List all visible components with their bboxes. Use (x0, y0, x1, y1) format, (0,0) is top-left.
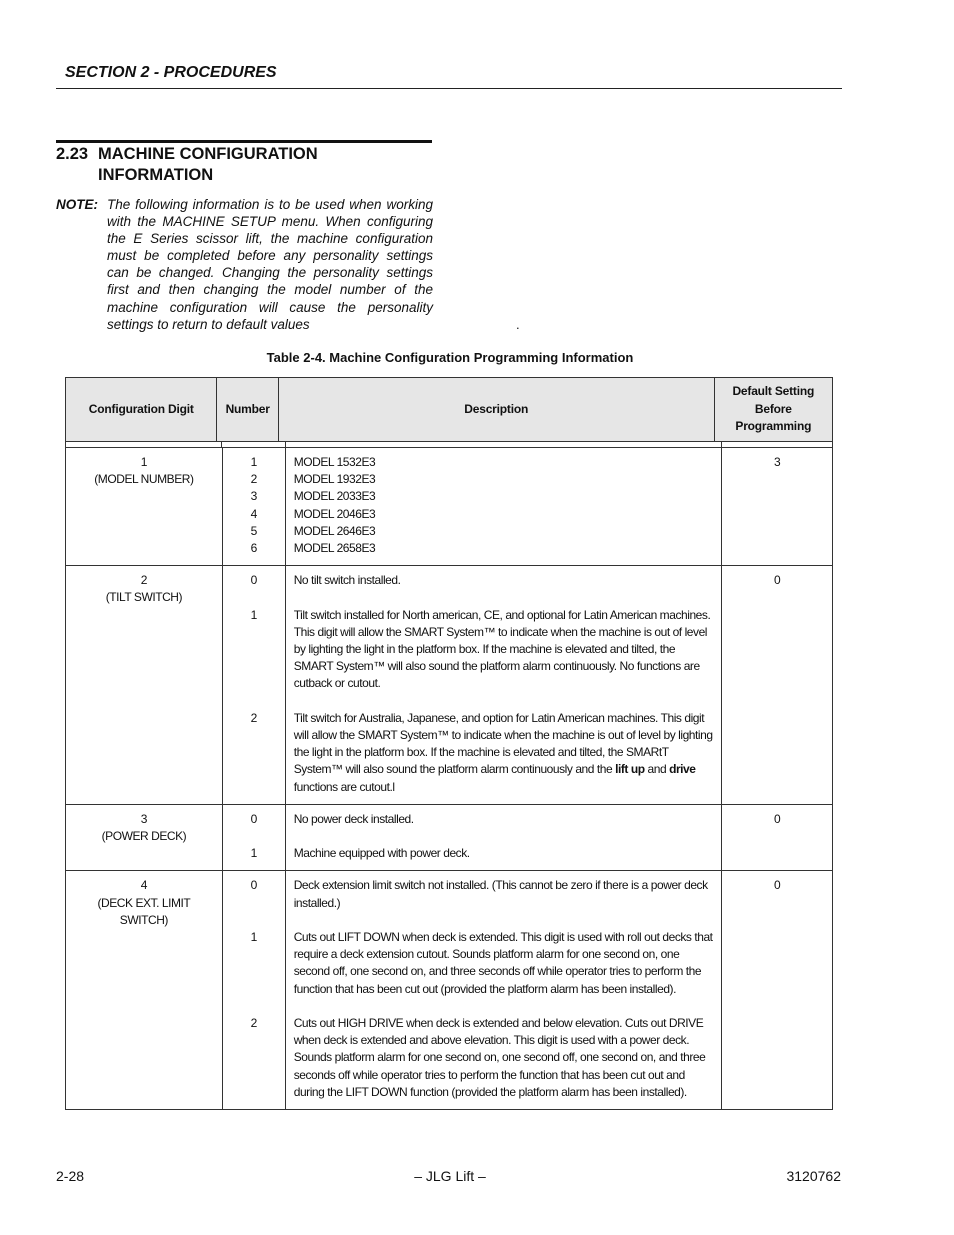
config-digit-name: (POWER DECK) (101, 829, 187, 844)
header-gap (65, 441, 833, 448)
number-value: 6 (250, 541, 257, 556)
description-text: Machine equipped with power deck. (293, 846, 470, 861)
description-text: Deck extension limit switch not installed. (This cannot be zero if there is a power deck installed.) (293, 878, 708, 910)
config-digit: 2 (140, 573, 148, 588)
number-value: 1 (250, 930, 257, 945)
document-number: 3120762 (786, 1168, 841, 1184)
number-value: 3 (250, 489, 257, 504)
number-value: 2 (250, 710, 257, 725)
description-text: MODEL 2658E3 (293, 541, 376, 556)
number-value: 1 (250, 846, 257, 861)
note-trailing-dot: . (516, 317, 520, 332)
footer-brand: – JLG Lift – (414, 1168, 486, 1184)
number-value: 0 (250, 811, 257, 826)
description-text: MODEL 2046E3 (293, 506, 376, 521)
description-text: Cuts out LIFT DOWN when deck is extended. This digit is used with roll out decks that require a deck extension cutout. Sounds platform alarm for one second on, one second off, one second on, and three seconds off while operator tries to perform the function that has been cut out (provided the platform alarm has been installed). (293, 930, 713, 996)
default-value: 3 (773, 455, 781, 469)
description-text: MODEL 1532E3 (293, 455, 376, 469)
section-rule (56, 140, 432, 143)
default-value: 0 (773, 573, 781, 588)
table-row (65, 805, 833, 872)
description-text: Tilt switch for Australia, Japanese, and option for Latin American machines. This digit will allow the SMART System™ to indicate when the machine is out of level by lighting the light in the platform box. If the machine is elevated and tilted, the SMARtT System™ will also sound the platform alarm continuously and the lift up and drive functions are cutout.l (293, 710, 713, 794)
config-digit-name: (MODEL NUMBER) (94, 472, 194, 487)
description-text: No tilt switch installed. (293, 573, 401, 588)
header-config-digit: Configuration Digit (66, 378, 217, 441)
note-block (56, 196, 433, 333)
config-digit-name: (DECK EXT. LIMIT SWITCH) (97, 895, 191, 927)
config-table (65, 377, 833, 1110)
default-value: 0 (773, 811, 781, 826)
table-title: Table 2-4. Machine Configuration Programming Information (266, 350, 634, 365)
section-number: 2.23 (56, 145, 89, 163)
config-digit-name: (TILT SWITCH) (105, 590, 183, 605)
description-text: MODEL 2646E3 (293, 523, 376, 538)
section-title-line2: INFORMATION (98, 166, 214, 184)
table-row (65, 871, 833, 1110)
section-title-line1: MACHINE CONFIGURATION (98, 145, 318, 163)
number-value: 0 (250, 878, 257, 893)
section-header: SECTION 2 - PROCEDURES (65, 64, 277, 81)
page-number: 2-28 (56, 1168, 85, 1184)
header-number: Number (217, 378, 278, 441)
number-value: 4 (250, 506, 257, 521)
description-text: MODEL 1932E3 (293, 472, 376, 487)
note-text: The following information is to be used when working with the MACHINE SETUP menu. When configuring the E Series scissor lift, the machine configuration must be completed before any personality settings can be changed. Changing the personality settings first and then changing the model number of the machine configuration will cause the personality settings to return to default values (107, 197, 433, 332)
header-rule (56, 88, 842, 89)
table-row (65, 566, 833, 805)
number-value: 1 (250, 607, 257, 622)
config-digit: 1 (140, 455, 148, 469)
default-value: 0 (773, 878, 781, 893)
section-heading (56, 144, 318, 186)
table-header-row (65, 377, 833, 441)
number-value: 2 (250, 1016, 257, 1031)
number-value: 2 (250, 472, 257, 487)
note-label: NOTE: (56, 197, 98, 212)
number-value: 5 (250, 523, 257, 538)
config-digit: 3 (140, 811, 148, 826)
table-row (65, 448, 833, 566)
header-description: Description (279, 378, 715, 441)
description-text: Tilt switch installed for North american, CE, and optional for Latin American machines. This digit will allow the SMART System™ to indicate when the machine is out of level by lighting the light in the platform box. If the machine is elevated and tilted, the SMART System™ will also sound the platform alarm continuously. No functions are cutback or cutout. (293, 607, 711, 691)
number-value: 1 (250, 455, 257, 469)
header-default-setting: Default Setting Before Programming (732, 384, 815, 434)
config-digit: 4 (140, 878, 148, 893)
number-value: 0 (250, 573, 257, 588)
description-text: No power deck installed. (293, 811, 414, 826)
description-text: MODEL 2033E3 (293, 489, 376, 504)
description-text: Cuts out HIGH DRIVE when deck is extended and below elevation. Cuts out DRIVE when deck is extended and above elevation. This digit is used with a power deck. Sounds platform alarm for one second on, one second off, one second on, and three seconds off while operator tries to perform the function that has been cut out and during the LIFT DOWN function (provided the platform alarm has been installed). (293, 1016, 706, 1099)
